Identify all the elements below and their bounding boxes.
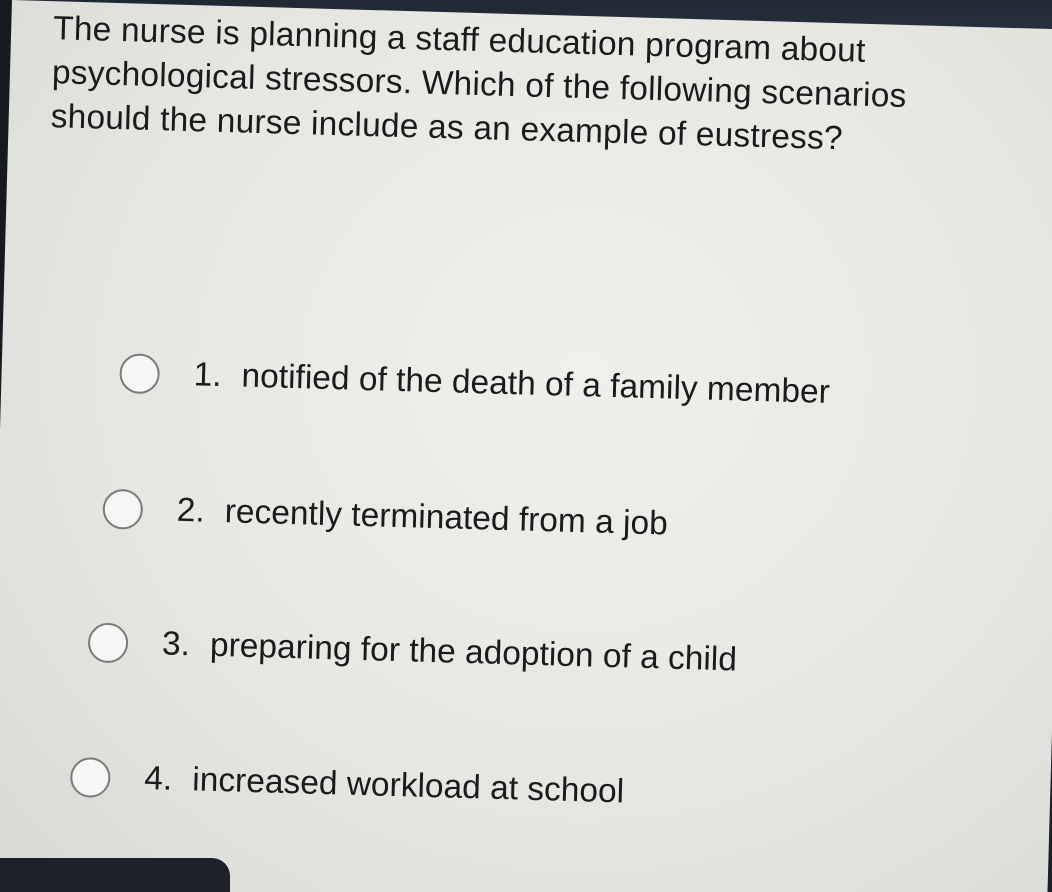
answer-option-2[interactable] — [102, 489, 668, 545]
option-label-3: preparing for the adoption of a child — [209, 626, 738, 679]
option-number-3: 3. — [161, 625, 191, 664]
answer-option-3[interactable] — [88, 622, 738, 680]
option-number-4: 4. — [143, 760, 173, 798]
answer-option-4[interactable] — [70, 757, 625, 812]
radio-button-3[interactable] — [88, 622, 129, 663]
question-text: The nurse is planning a staff education program about psychological stressors. Which of the following scenarios should the nurse include as an example of eustress? — [50, 10, 908, 158]
option-number-2: 2. — [176, 491, 206, 530]
option-label-4: increased workload at school — [191, 761, 625, 811]
option-number-1: 1. — [193, 356, 223, 394]
answer-option-1[interactable] — [119, 353, 830, 413]
monitor-bezel-bottom — [0, 858, 230, 892]
radio-button-2[interactable] — [102, 489, 143, 530]
radio-button-1[interactable] — [119, 353, 160, 394]
option-label-1: notified of the death of a family member — [241, 357, 831, 411]
radio-button-4[interactable] — [70, 757, 111, 798]
option-label-2: recently terminated from a job — [224, 493, 669, 543]
